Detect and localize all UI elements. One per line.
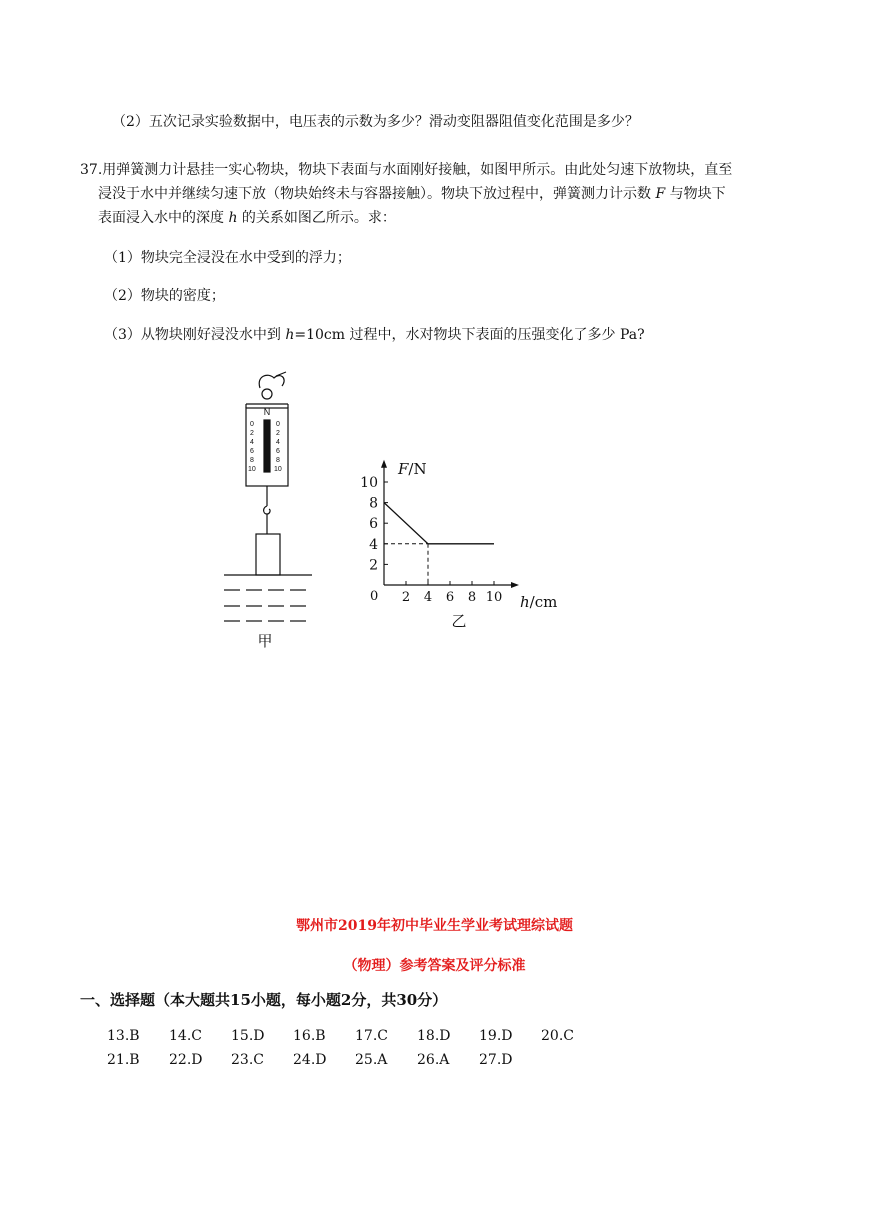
scale-hook-ring [262, 389, 272, 399]
scale-left-ticks [248, 421, 256, 473]
answer-item: 16.B [293, 1028, 326, 1044]
scale-tick: 10 [274, 466, 282, 473]
scale-tick: 6 [276, 448, 280, 455]
answer-grid [107, 1024, 603, 1072]
answer-item: 15.D [231, 1028, 265, 1044]
block-object [256, 534, 280, 575]
answer-row [107, 1024, 603, 1048]
scale-tick: 10 [248, 466, 256, 473]
answer-item: 17.C [355, 1028, 388, 1044]
q37-stem-line1: 37.用弹簧测力计悬挂一实心物块，物块下表面与水面刚好接触，如图甲所示。由此处匀速下放物块，直至 [80, 162, 733, 178]
section-heading-choice: 一、选择题（本大题共15小题，每小题2分，共30分） [80, 991, 448, 1009]
y-tick-label: 6 [369, 516, 378, 533]
answer-item: 22.D [169, 1052, 203, 1068]
q37-stem-line3: 表面浸入水中的深度 h 的关系如图乙所示。求： [98, 210, 396, 226]
y-axis-label: F/N [398, 460, 427, 478]
q37-figure-svg [210, 368, 590, 658]
water-dashes [224, 590, 306, 621]
series-line-f-vs-h [384, 503, 494, 544]
scale-tick: 6 [250, 448, 254, 455]
answer-item: 19.D [479, 1028, 513, 1044]
scale-spring [264, 420, 270, 472]
scale-tick: 0 [276, 421, 280, 428]
answer-key-subtitle: （物理）参考答案及评分标准 [343, 958, 526, 974]
caption-yi: 乙 [451, 612, 467, 630]
answer-item: 24.D [293, 1052, 327, 1068]
q36-subquestion-2: （2）五次记录实验数据中，电压表的示数为多少？滑动变阻器阻值变化范围是多少？ [112, 114, 639, 130]
origin-label: 0 [370, 589, 379, 604]
q37-subquestion-2: （2）物块的密度； [104, 288, 225, 304]
q37-stem [80, 158, 800, 230]
x-tick-label: 2 [401, 590, 411, 605]
q37-subquestion-1: （1）物块完全浸没在水中受到的浮力； [104, 250, 351, 266]
scale-tick: 4 [250, 439, 254, 446]
scale-tick: 0 [250, 421, 254, 428]
answer-item: 13.B [107, 1028, 140, 1044]
scale-tick: 2 [276, 430, 280, 437]
y-tick-label: 4 [369, 536, 378, 553]
answer-item: 27.D [479, 1052, 513, 1068]
hand-icon [259, 375, 284, 388]
scale-tick: 2 [250, 430, 254, 437]
scale-right-ticks [274, 421, 282, 473]
scale-tick: 8 [276, 457, 280, 464]
q37-subquestion-3: （3）从物块刚好浸没水中到 h=10cm 过程中，水对物块下表面的压强变化了多少 Pa? [104, 327, 645, 343]
answer-item: 25.A [355, 1052, 388, 1068]
answer-item: 26.A [417, 1052, 450, 1068]
y-axis-arrow [381, 460, 387, 468]
caption-jia: 甲 [257, 632, 273, 650]
answer-item: 21.B [107, 1052, 140, 1068]
scale-tick: 4 [276, 439, 280, 446]
x-tick-label: 8 [467, 590, 477, 605]
answer-item: 14.C [169, 1028, 202, 1044]
scale-hook [264, 506, 270, 514]
q37-figure [210, 368, 590, 658]
answer-item: 18.D [417, 1028, 451, 1044]
scale-unit-label: N [263, 407, 271, 417]
y-tick-label: 8 [369, 495, 378, 512]
y-tick-label: 10 [360, 475, 378, 491]
answer-item: 20.C [541, 1028, 574, 1044]
x-tick-label: 10 [485, 590, 503, 605]
answer-item: 23.C [231, 1052, 264, 1068]
x-tick-label: 6 [445, 590, 455, 605]
f-h-graph [360, 460, 519, 605]
scale-tick: 8 [250, 457, 254, 464]
x-tick-label: 4 [423, 590, 433, 605]
answer-key-title: 鄂州市2019年初中毕业生学业考试理综试题 [296, 918, 573, 934]
q37-stem-line2: 浸没于水中并继续匀速下放（物块始终未与容器接触）。物块下放过程中，弹簧测力计示数 F 与物块下 [98, 186, 726, 202]
x-axis-label: h/cm [520, 593, 558, 611]
x-axis-arrow [511, 582, 519, 588]
y-tick-label: 2 [369, 557, 378, 574]
answer-row [107, 1048, 603, 1072]
